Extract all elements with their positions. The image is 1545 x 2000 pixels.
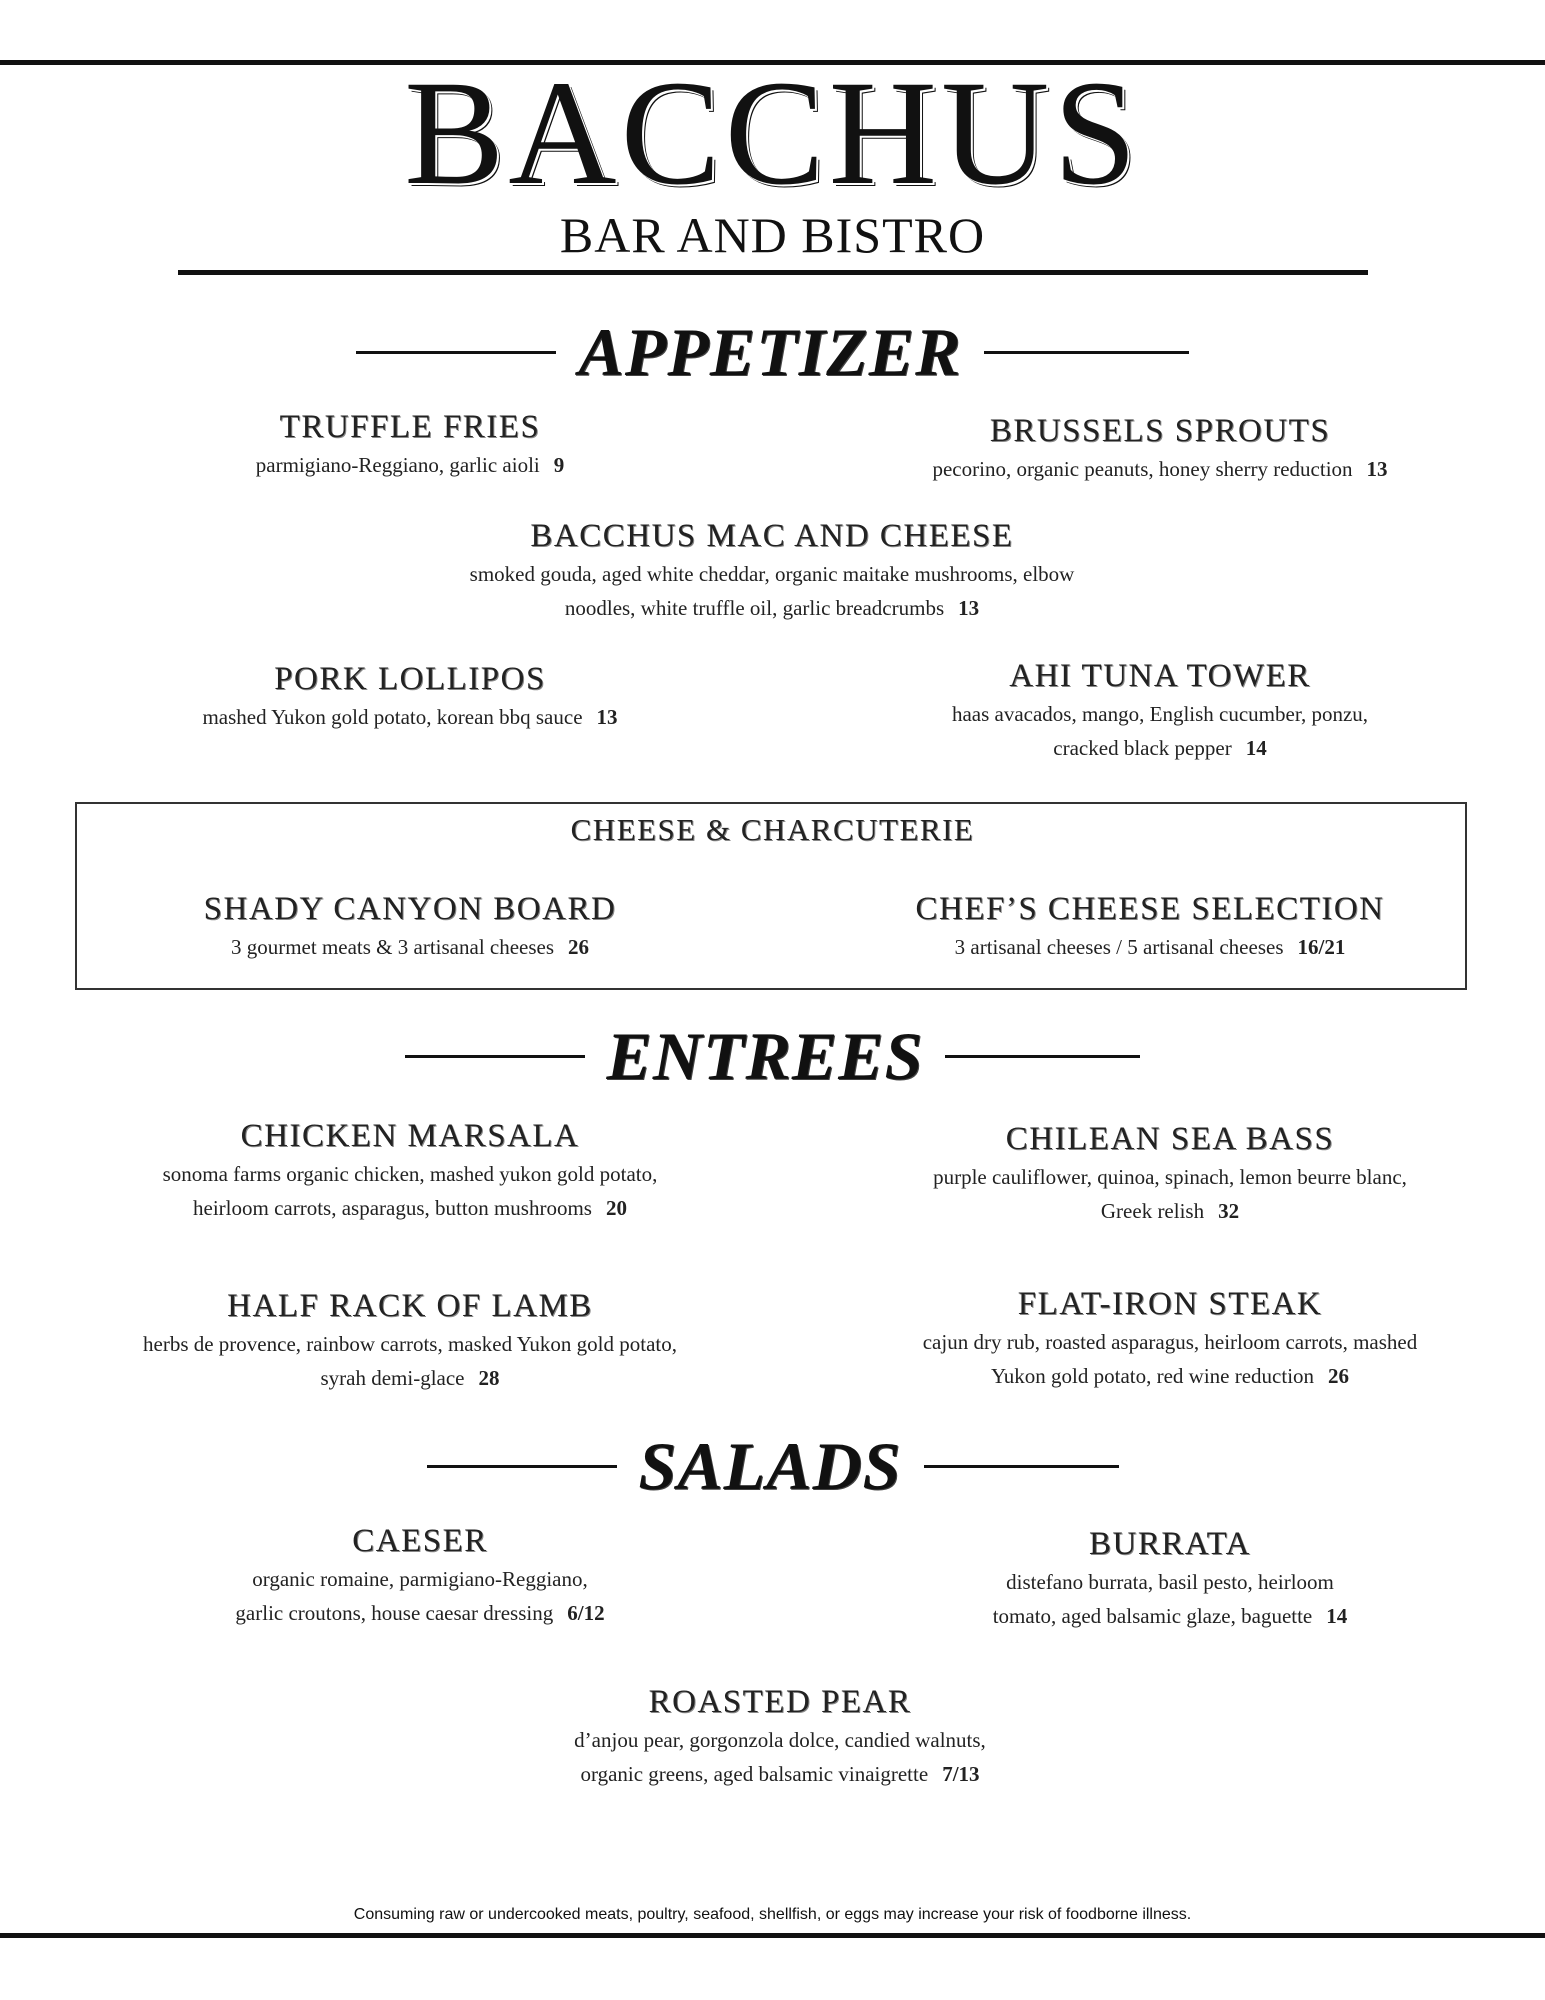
item-name: ROASTED PEAR [648,1684,912,1720]
salads-heading [0,1428,1545,1504]
menu-item-chicken-marsala [100,1117,720,1225]
menu-item-caeser [150,1522,690,1630]
item-name: CHICKEN MARSALA [240,1118,580,1154]
item-description-line2: heirloom carrots, asparagus, button mushrooms 20 [193,1196,627,1220]
heading-line-left [405,1055,585,1058]
item-description: distefano burrata, basil pesto, heirloom [1006,1570,1334,1594]
item-price: 32 [1218,1199,1240,1223]
item-price: 14 [1326,1604,1348,1628]
restaurant-title: BACCHUS [404,50,1141,216]
menu-item-pork-lollipos [140,660,680,734]
appetizer-heading-label: APPETIZER [578,314,962,390]
item-description: haas avacados, mango, English cucumber, ponzu, [951,702,1369,726]
menu-item-chefs-cheese-selection [850,890,1450,964]
item-description-line2: Yukon gold potato, red wine reduction 26 [990,1364,1350,1388]
entrees-heading-label: ENTREES [606,1018,924,1094]
item-price: 14 [1245,736,1267,760]
item-description-line2: noodles, white truffle oil, garlic breadcrumbs 13 [564,596,980,620]
item-price: 26 [568,935,590,959]
menu-item-burrata [900,1525,1440,1633]
item-price: 13 [596,705,618,729]
header-underline [178,270,1368,275]
menu-item-chilean-sea-bass [860,1120,1480,1228]
item-price: 6/12 [567,1601,605,1625]
heading-line-left [356,351,556,354]
item-price: 28 [478,1366,500,1390]
menu-item-ahi-tuna-tower [860,657,1460,765]
item-name: BURRATA [1089,1526,1251,1562]
item-name: SHADY CANYON BOARD [203,891,617,927]
item-name: TRUFFLE FRIES [279,409,541,445]
item-description-line2: cracked black pepper 14 [1053,736,1267,760]
item-description-line2: organic greens, aged balsamic vinaigrette 7/13 [580,1762,980,1786]
item-name: CHILEAN SEA BASS [1005,1121,1335,1157]
item-name: BRUSSELS SPROUTS [989,413,1331,449]
item-name: FLAT-IRON STEAK [1017,1286,1323,1322]
appetizer-heading [0,314,1545,390]
menu-item-half-rack-of-lamb [80,1287,740,1395]
item-name: BACCHUS MAC AND CHEESE [530,518,1014,554]
menu-item-brussels-sprouts [840,412,1480,486]
item-description: parmigiano-Reggiano, garlic aioli 9 [255,453,565,477]
item-name: PORK LOLLIPOS [274,661,546,697]
item-description: d’anjou pear, gorgonzola dolce, candied walnuts, [574,1728,986,1752]
menu-item-shady-canyon-board [150,890,670,964]
charcuterie-heading: CHEESE & CHARCUTERIE [570,812,975,847]
item-name: CHEF’S CHEESE SELECTION [915,891,1385,927]
item-price: 20 [605,1196,627,1220]
item-description-line2: Greek relish 32 [1100,1199,1240,1223]
item-description: herbs de provence, rainbow carrots, masked Yukon gold potato, [143,1332,677,1356]
restaurant-subtitle: BAR AND BISTRO [559,207,986,263]
item-price: 26 [1328,1364,1350,1388]
menu-item-flat-iron-steak [860,1285,1480,1393]
menu-item-bacchus-mac-and-cheese [322,517,1222,625]
item-price: 13 [958,596,980,620]
item-description: 3 artisanal cheeses / 5 artisanal cheeses 16/21 [954,935,1346,959]
item-description: sonoma farms organic chicken, mashed yukon gold potato, [162,1162,658,1186]
item-description: smoked gouda, aged white cheddar, organic maitake mushrooms, elbow [469,562,1075,586]
item-description-line2: tomato, aged balsamic glaze, baguette 14 [992,1604,1348,1628]
entrees-heading [0,1018,1545,1094]
item-price: 16/21 [1297,935,1346,959]
item-description: purple cauliflower, quinoa, spinach, lemon beurre blanc, [933,1165,1407,1189]
item-price: 13 [1366,457,1388,481]
heading-line-left [427,1465,617,1468]
heading-line-right [924,1465,1119,1468]
food-safety-disclaimer: Consuming raw or undercooked meats, poultry, seafood, shellfish, or eggs may increase your risk of foodborne illness. [353,1906,1192,1923]
item-name: CAESER [352,1523,488,1559]
heading-line-right [945,1055,1140,1058]
menu-item-truffle-fries [150,408,670,482]
bottom-border-rule [0,1933,1545,1938]
item-description: organic romaine, parmigiano-Reggiano, [252,1567,588,1591]
item-description: cajun dry rub, roasted asparagus, heirloom carrots, mashed [922,1330,1418,1354]
salads-heading-label: SALADS [638,1428,902,1504]
item-name: AHI TUNA TOWER [1009,658,1311,694]
item-description-line2: garlic croutons, house caesar dressing 6/12 [235,1601,605,1625]
menu-item-roasted-pear [460,1683,1100,1791]
item-price: 9 [553,453,565,477]
item-description-line2: syrah demi-glace 28 [320,1366,500,1390]
item-name: HALF RACK OF LAMB [227,1288,593,1324]
item-description: pecorino, organic peanuts, honey sherry reduction 13 [932,457,1388,481]
item-description: mashed Yukon gold potato, korean bbq sauce 13 [202,705,618,729]
item-price: 7/13 [942,1762,980,1786]
heading-line-right [984,351,1189,354]
item-description: 3 gourmet meats & 3 artisanal cheeses 26 [230,935,590,959]
